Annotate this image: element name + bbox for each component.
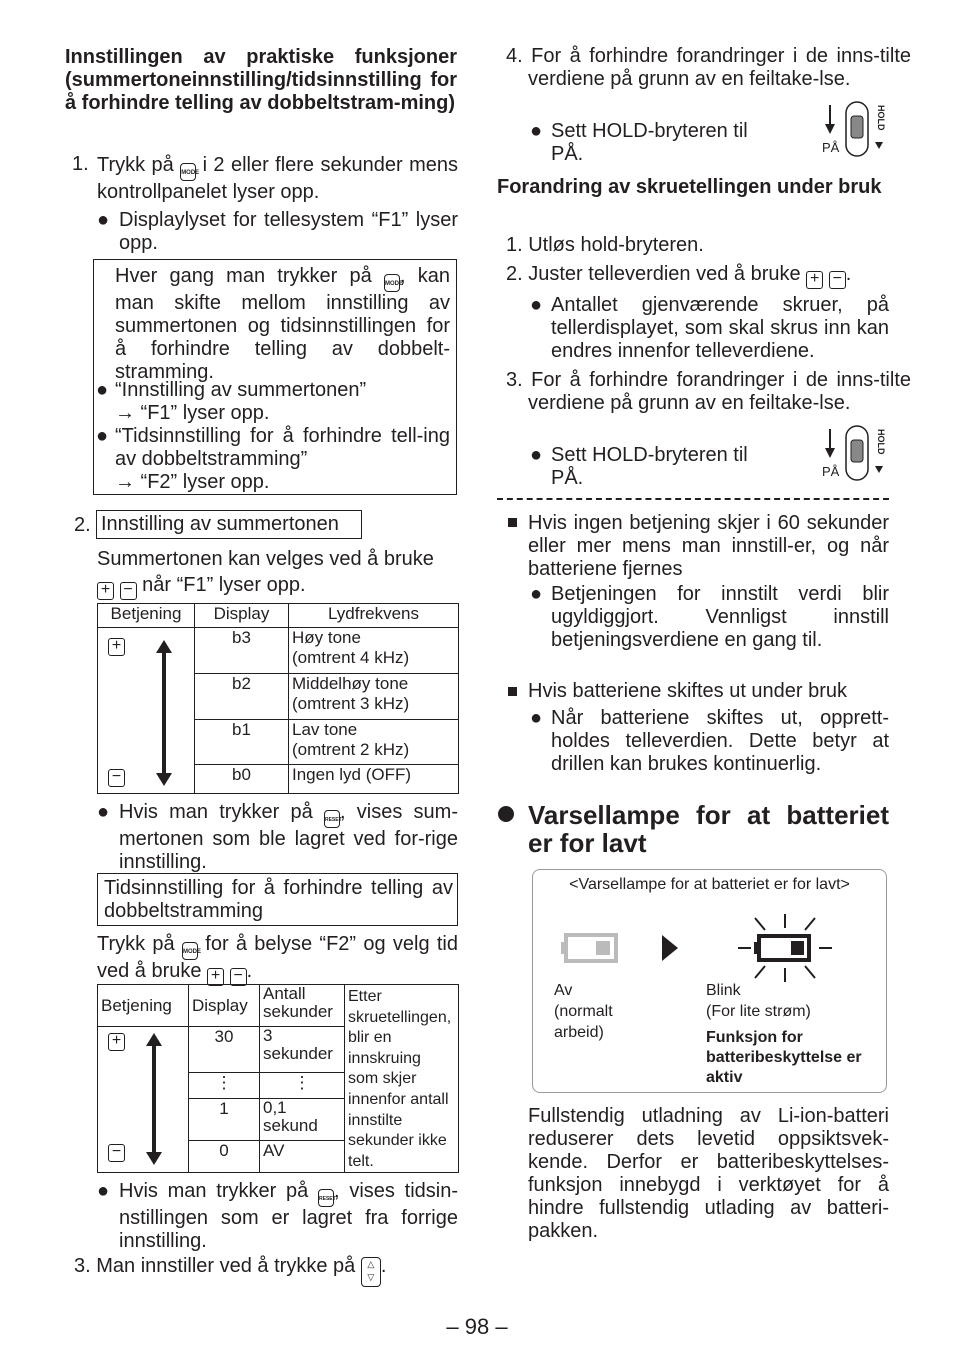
step-2-title: Innstilling av summertonen xyxy=(96,510,362,539)
square-bullet xyxy=(508,687,517,696)
table-cell: b0 xyxy=(195,765,289,794)
off-label: Av (normalt arbeid) xyxy=(554,982,613,1041)
reset-icon: RESET xyxy=(324,810,340,828)
mode-icon: MODE xyxy=(384,274,400,292)
info-box-bullet-1: “Innstilling av summertonen” → “F1” lyser opp. xyxy=(115,379,367,424)
section-bullet xyxy=(498,806,514,822)
pa-label: PÅ xyxy=(822,464,840,479)
table-cell: ⋮ xyxy=(189,1073,260,1099)
table-header: Display xyxy=(189,985,260,1027)
battery-paragraph: Fullstendig utladning av Li-ion-batteri reduserer dets levetid oppsiktsvek-kende. Derfor er batteribeskyttelses-funksjon innebygd i verktøyet for å hindre fullstendig utlading av batteri-pakken. xyxy=(528,1105,889,1242)
square-bullet xyxy=(508,518,517,527)
mode-icon: MODE xyxy=(180,163,196,181)
heading-2: Forandring av skruetellingen under bruk xyxy=(497,176,882,198)
hold-bullet-2: Sett HOLD-bryteren til PÅ. xyxy=(551,444,748,489)
double-arrow-icon xyxy=(146,1033,162,1165)
battery-blink-icon xyxy=(735,910,835,985)
table-cell: Middelhøy tone (omtrent 3 kHz) xyxy=(289,673,459,719)
info-box-text: Hver gang man trykker på MODE, kan man skifte mellom innstilling av summertonen og tidsinnstillingen for å forhindre telling av dobbelt-stramming. xyxy=(115,265,450,383)
bullet-dot: ● xyxy=(530,294,543,316)
protect-label: Funksjon for batteribeskyttelse er aktiv xyxy=(706,1029,862,1086)
table-cell: AV xyxy=(260,1141,345,1173)
step-4: 4. For å forhindre forandringer i de inns-tilte verdiene på grunn av en feiltake-lse. xyxy=(506,45,911,90)
section-title: Varsellampe for at batteriet er for lavt xyxy=(528,800,889,858)
minus-icon: − xyxy=(230,968,247,986)
operation-cell xyxy=(98,1027,189,1173)
table-header: Display xyxy=(195,604,289,628)
step-3: 3. Man innstiller ved å trykke på △ ▽ . xyxy=(74,1255,386,1287)
lamp-caption: <Varsellampe for at batteriet er for lavt> xyxy=(569,876,850,893)
page-number: – 98 – xyxy=(446,1314,508,1339)
step-2-text: Summertonen kan velges ved å bruke + − når “F1” lyser opp. xyxy=(97,548,434,598)
pa-label: PÅ xyxy=(822,140,840,155)
f2-text: Trykk på MODE for å belyse “F2” og velg tid ved å bruke + − . xyxy=(97,933,458,984)
note-1: Hvis ingen betjening skjer i 60 sekunder eller mer mens man innstill-er, og når batteriene fjernes xyxy=(528,512,889,580)
minus-icon: − xyxy=(829,271,846,289)
minus-icon: − xyxy=(108,1144,125,1162)
plus-icon: + xyxy=(207,968,224,986)
bullet-dot: ● xyxy=(96,379,109,401)
table-cell: b1 xyxy=(195,719,289,765)
table-header: Lydfrekvens xyxy=(289,604,459,628)
sub-step-1: 1. Utløs hold-bryteren. xyxy=(506,234,704,256)
reset-bullet-2: Hvis man trykker på RESET, vises tidsin-nstillingen som er lagret fra forrige innstilling. xyxy=(119,1180,458,1252)
dashed-divider xyxy=(497,498,889,500)
plus-icon: + xyxy=(108,638,125,656)
bullet-dot: ● xyxy=(97,1180,110,1202)
table-header: Betjening xyxy=(98,985,189,1027)
reset-icon: RESET xyxy=(318,1189,334,1207)
plus-icon: + xyxy=(97,582,114,600)
sub-step-2: 2. Juster telleverdien ved å bruke + − . xyxy=(506,263,852,287)
table-cell: 30 xyxy=(189,1027,260,1073)
operation-cell xyxy=(98,628,195,794)
time-table xyxy=(97,984,459,1173)
up-down-icon: △ ▽ xyxy=(361,1257,381,1287)
step-1-bullet: Displaylyset for tellesystem “F1” lyser opp. xyxy=(119,209,458,254)
plus-icon: + xyxy=(806,271,823,289)
plus-icon: + xyxy=(108,1033,125,1051)
note-2-bullet: Når batteriene skiftes ut, opprett-holdes telleverdien. Dette betyr at drillen kan brukes kontinuerlig. xyxy=(551,707,889,775)
blink-label: Blink (For lite strøm) xyxy=(706,982,811,1020)
tone-table xyxy=(97,603,459,794)
bullet-dot: ● xyxy=(530,120,543,142)
table-cell: ⋮ xyxy=(260,1073,345,1099)
table-cell: 1 xyxy=(189,1099,260,1141)
hold-bullet: Sett HOLD-bryteren til PÅ. xyxy=(551,120,748,165)
info-box-bullet-2: “Tidsinnstilling for å forhindre tell-ing av dobbeltstramming” → “F2” lyser opp. xyxy=(115,425,450,493)
table-cell: b3 xyxy=(195,628,289,674)
table-cell: b2 xyxy=(195,673,289,719)
arrow-right-icon xyxy=(660,935,680,961)
table-cell: Lav tone (omtrent 2 kHz) xyxy=(289,719,459,765)
reset-bullet: Hvis man trykker på RESET, vises sum-mertonen som ble lagret ved for-rige innstilling. xyxy=(119,801,458,873)
minus-icon: − xyxy=(120,582,137,600)
bullet-dot: ● xyxy=(97,801,110,823)
table-header: Betjening xyxy=(98,604,195,628)
table-cell: 0 xyxy=(189,1141,260,1173)
note-2: Hvis batteriene skiftes ut under bruk xyxy=(528,680,848,702)
hold-label: HOLD xyxy=(876,105,886,131)
section-heading: Innstillingen av praktiske funksjoner (summertoneinnstilling/tidsinnstilling for å forhindre telling av dobbeltstram-ming) xyxy=(65,46,457,114)
step-number: 1. xyxy=(72,153,89,175)
double-arrow-icon xyxy=(156,640,172,786)
bullet-dot: ● xyxy=(97,209,110,231)
bullet-dot: ● xyxy=(96,425,109,447)
table-cell: 3 sekunder xyxy=(260,1027,345,1073)
step-number: 2. xyxy=(74,514,91,536)
bullet-dot: ● xyxy=(530,444,543,466)
sub-step-3: 3. For å forhindre forandringer i de inns-tilte verdiene på grunn av en feiltake-lse. xyxy=(506,369,911,414)
step-1-text: Trykk på MODE i 2 eller flere sekunder mens kontrollpanelet lyser opp. xyxy=(97,154,459,203)
table-cell: Ingen lyd (OFF) xyxy=(289,765,459,794)
table-cell: Høy tone (omtrent 4 kHz) xyxy=(289,628,459,674)
sub-step-2-bullet: Antallet gjenværende skruer, på tellerdisplayet, som skal skrus inn kan endres innenfor telleverdiene. xyxy=(551,294,889,362)
note-cell: Etter skruetellingen, blir en innskruing som skjer innenfor antall innstilte sekunder ikke telt. xyxy=(345,985,459,1173)
table-header: Antall sekunder xyxy=(260,985,345,1027)
table-cell: 0,1 sekund xyxy=(260,1099,345,1141)
bullet-dot: ● xyxy=(530,707,543,729)
minus-icon: − xyxy=(108,769,125,787)
time-setting-title: Tidsinnstilling for å forhindre telling av dobbeltstramming xyxy=(104,877,453,922)
hold-label: HOLD xyxy=(876,429,886,455)
bullet-dot: ● xyxy=(530,583,543,605)
battery-off-icon xyxy=(560,932,620,964)
mode-icon: MODE xyxy=(182,942,198,960)
note-1-bullet: Betjeningen for innstilt verdi blir ugyldiggjort. Vennligst innstill betjeningsverdiene en gang til. xyxy=(551,583,889,651)
